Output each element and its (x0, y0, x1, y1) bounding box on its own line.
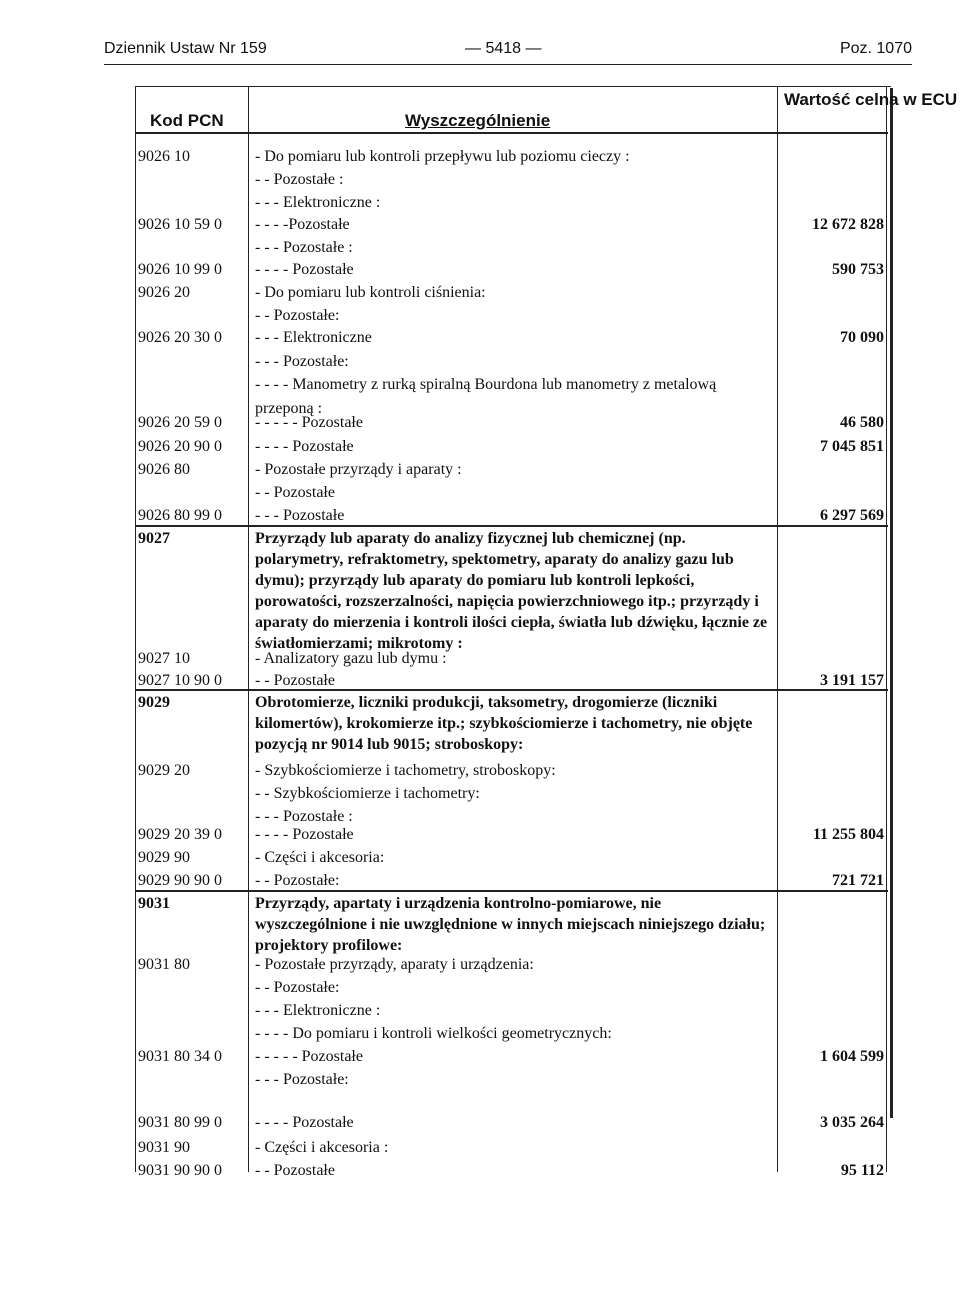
table-row (0, 351, 960, 373)
item-description: - Części i akcesoria: (255, 849, 385, 866)
column-header-value: Wartość celna w ECU (784, 90, 958, 109)
item-description: - - - Elektroniczne (255, 329, 372, 346)
item-description: - - Pozostałe (255, 1162, 335, 1179)
column-header-description: Wyszczególnienie (405, 111, 551, 130)
pcn-code: 9029 (138, 694, 170, 711)
table-row (0, 1069, 960, 1091)
pcn-code: 9026 20 30 0 (138, 329, 222, 346)
pcn-code: 9026 20 59 0 (138, 414, 222, 431)
item-description: - - - -Pozostałe (255, 216, 350, 233)
table-row (0, 1137, 960, 1159)
item-description: - - - - Do pomiaru i kontroli wielkości geometrycznych: (255, 1025, 612, 1042)
table-row (0, 282, 960, 304)
table-row (0, 327, 960, 349)
item-description: - - Pozostałe (255, 484, 335, 501)
item-description: - - - - Pozostałe (255, 1114, 354, 1131)
item-description: Obrotomierze, liczniki produkcji, taksometry, drogomierze (liczniki kilomertów), krokomierze itp.; szybkościomierze i tachometry, nie objęte pozycją nr 9014 lub 9015; stroboskopy: (255, 694, 753, 753)
table-row (0, 259, 960, 281)
item-description: - Do pomiaru lub kontroli ciśnienia: (255, 284, 486, 301)
pcn-code: 9026 80 (138, 461, 190, 478)
pcn-code: 9031 (138, 895, 170, 912)
customs-value: 95 112 (840, 1162, 884, 1179)
customs-value: 6 297 569 (820, 507, 884, 524)
item-description: - - Pozostałe (255, 672, 335, 689)
pcn-code: 9026 10 (138, 148, 190, 165)
header-rule (104, 64, 912, 65)
pcn-code: 9029 90 90 0 (138, 872, 222, 889)
table-row (0, 760, 960, 782)
page-number: — 5418 — (465, 40, 542, 57)
item-description: - - - - Pozostałe (255, 438, 354, 455)
table-row (0, 214, 960, 236)
item-description: - - Szybkościomierze i tachometry: (255, 785, 480, 802)
item-description: - Szybkościomierze i tachometry, stroboskopy: (255, 762, 556, 779)
table-row (0, 528, 960, 652)
item-description: - - Pozostałe : (255, 171, 344, 188)
pcn-code: 9027 10 90 0 (138, 672, 222, 689)
table-row (0, 305, 960, 327)
item-description: Przyrządy lub aparaty do analizy fizycznej lub chemicznej (np. polarymetry, refraktometry, spektometry, aparaty do analizy gazu lub dymu); przyrządy lub aparaty do pomiaru lub kontroli lepkości, porowatości, rozszerzalności, napięcia powierzchniowego itp.; przyrządy i aparaty do mierzenia i kontroli ilości ciepła, światła lub dźwięku, łącznie ze światłomierzami; mikrotomy : (255, 530, 768, 652)
customs-value: 12 672 828 (812, 216, 884, 233)
table-row (0, 1046, 960, 1068)
customs-value: 46 580 (840, 414, 884, 431)
table-row (0, 692, 960, 760)
table-row (0, 192, 960, 214)
pcn-code: 9026 20 90 0 (138, 438, 222, 455)
section-divider (135, 525, 888, 527)
table-row (0, 169, 960, 191)
item-description: - - - - Pozostałe (255, 261, 354, 278)
item-description: - - - - - Pozostałe (255, 1048, 363, 1065)
item-description: - Pozostałe przyrządy, aparaty i urządzenia: (255, 956, 534, 973)
table-row (0, 412, 960, 434)
pcn-code: 9027 (138, 530, 170, 547)
table-row (0, 893, 960, 954)
pcn-code: 9029 20 (138, 762, 190, 779)
pcn-code: 9031 80 34 0 (138, 1048, 222, 1065)
item-description: - - - - - Pozostałe (255, 414, 363, 431)
customs-value: 1 604 599 (820, 1048, 884, 1065)
item-description: przeponą : (255, 400, 323, 417)
table-row (0, 146, 960, 168)
column-header-code: Kod PCN (150, 111, 224, 130)
item-description: - - - - Manometry z rurką spiralną Bourdona lub manometry z metalową (255, 376, 717, 393)
table-row (0, 1000, 960, 1022)
item-description: - - Pozostałe: (255, 307, 340, 324)
item-description: - - - Pozostałe : (255, 808, 353, 825)
item-description: - Części i akcesoria : (255, 1139, 389, 1156)
table-row (0, 1112, 960, 1134)
table-row (0, 374, 960, 396)
pcn-code: 9026 10 99 0 (138, 261, 222, 278)
customs-value: 70 090 (840, 329, 884, 346)
table-row (0, 1160, 960, 1182)
item-description: - - - Elektroniczne : (255, 1002, 381, 1019)
pcn-code: 9031 80 99 0 (138, 1114, 222, 1131)
customs-value: 7 045 851 (820, 438, 884, 455)
item-description: - - - Pozostałe (255, 507, 345, 524)
journal-title: Dziennik Ustaw Nr 159 (104, 40, 267, 57)
table-row (0, 783, 960, 805)
table-row (0, 824, 960, 846)
item-description: - - - Pozostałe : (255, 239, 353, 256)
section-divider (135, 890, 888, 892)
table-row (0, 870, 960, 892)
item-description: - - - Elektroniczne : (255, 194, 381, 211)
pcn-code: 9026 80 99 0 (138, 507, 222, 524)
customs-value: 3 035 264 (820, 1114, 884, 1131)
table-row (0, 847, 960, 869)
pcn-code: 9026 10 59 0 (138, 216, 222, 233)
position-number: Poz. 1070 (839, 40, 912, 57)
item-description: - Pozostałe przyrządy i aparaty : (255, 461, 462, 478)
pcn-code: 9026 20 (138, 284, 190, 301)
table-row (0, 237, 960, 259)
table-row (0, 459, 960, 481)
customs-value: 721 721 (832, 872, 884, 889)
pcn-code: 9031 90 (138, 1139, 190, 1156)
customs-value: 590 753 (832, 261, 884, 278)
item-description: - - Pozostałe: (255, 979, 340, 996)
table-row (0, 436, 960, 458)
pcn-code: 9031 90 90 0 (138, 1162, 222, 1179)
customs-value: 11 255 804 (812, 826, 884, 843)
page-header (0, 0, 960, 60)
table-row (0, 648, 960, 670)
item-description: Przyrządy, apartaty i urządzenia kontrolno-pomiarowe, nie wyszczególnione i nie uwzględnione w innych miejscach niniejszego działu; projektory profilowe: (255, 895, 766, 954)
item-description: - Do pomiaru lub kontroli przepływu lub poziomu cieczy : (255, 148, 630, 165)
table-row (0, 977, 960, 999)
section-divider (135, 689, 888, 691)
item-description: - - Pozostałe: (255, 872, 340, 889)
pcn-code: 9029 90 (138, 849, 190, 866)
item-description: - - - Pozostałe: (255, 353, 349, 370)
table-row (0, 505, 960, 527)
item-description: - Analizatory gazu lub dymu : (255, 650, 447, 667)
pcn-code: 9027 10 (138, 650, 190, 667)
item-description: - - - - Pozostałe (255, 826, 354, 843)
customs-value: 3 191 157 (820, 672, 884, 689)
table-row (0, 482, 960, 504)
table-row (0, 954, 960, 976)
pcn-code: 9029 20 39 0 (138, 826, 222, 843)
table-row (0, 1023, 960, 1045)
item-description: - - - Pozostałe: (255, 1071, 349, 1088)
pcn-code: 9031 80 (138, 956, 190, 973)
